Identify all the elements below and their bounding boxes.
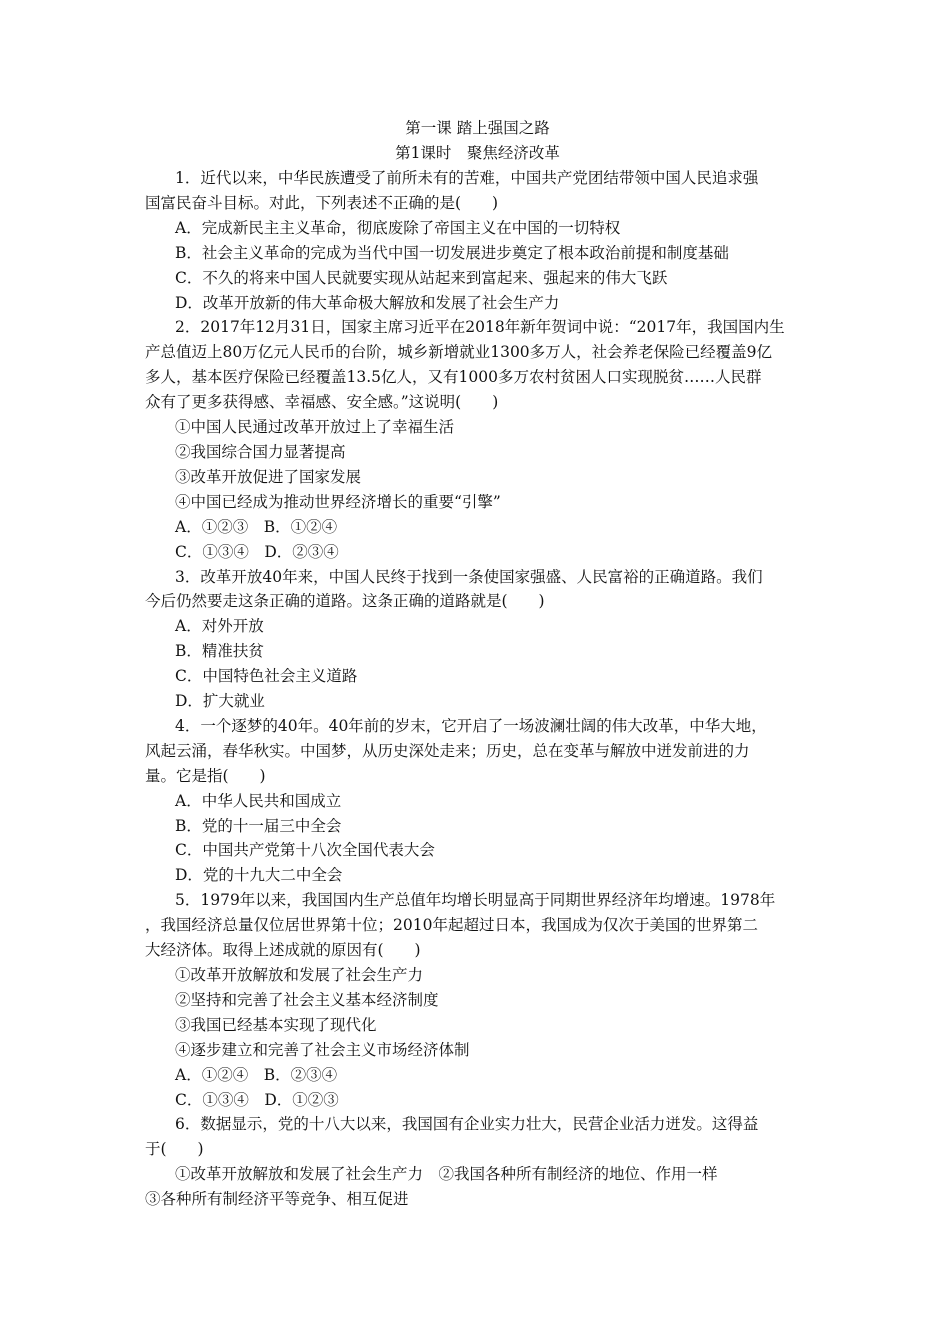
document-page [145, 116, 810, 1212]
section-title: 第1课时 聚焦经济改革 [395, 144, 560, 162]
text-line: ②坚持和完善了社会主义基本经济制度 [175, 990, 439, 1009]
text-line: B．党的十一届三中全会 [175, 816, 342, 835]
text-line: ③我国已经基本实现了现代化 [175, 1015, 377, 1034]
text-line: 1．近代以来，中华民族遭受了前所未有的苦难，中国共产党团结带领中国人民追求强 [175, 169, 759, 187]
text-line: 产总值迈上80万亿元人民币的台阶，城乡新增就业1300多万人，社会养老保险已经覆盖9亿 [145, 343, 773, 362]
lesson-title: 第一课 踏上强国之路 [405, 119, 550, 137]
text-line: 2．2017年12月31日，国家主席习近平在2018年新年贺词中说：“2017年，我国国内生 [175, 318, 785, 337]
text-line: 于( ) [145, 1140, 204, 1159]
text-line: 4．一个逐梦的40年。40年前的岁末，它开启了一场波澜壮阔的伟大改革，中华大地， [175, 716, 767, 735]
text-line: A．①②④ B．②③④ [175, 1065, 338, 1084]
text-line: 5．1979年以来，我国国内生产总值年均增长明显高于同期世界经济年均增速。1978年 [175, 891, 776, 910]
text-line: C．中国共产党第十八次全国代表大会 [175, 841, 435, 860]
text-line: 多人，基本医疗保险已经覆盖13.5亿人，又有1000多万农村贫困人口实现脱贫……人民群 [145, 368, 762, 387]
text-line: 众有了更多获得感、幸福感、安全感。”这说明( ) [145, 393, 499, 412]
text-line: A．①②③ B．①②④ [175, 517, 338, 536]
question-body [145, 166, 810, 1212]
text-line: ④逐步建立和完善了社会主义市场经济体制 [175, 1040, 470, 1059]
text-line: 大经济体。取得上述成就的原因有( ) [145, 941, 421, 960]
text-line: 3．改革开放40年来，中国人民终于找到一条使国家强盛、人民富裕的正确道路。我们 [175, 567, 763, 586]
text-line: 国富民奋斗目标。对此，下列表述不正确的是( ) [145, 193, 499, 212]
text-line: ③改革开放促进了国家发展 [175, 467, 362, 486]
text-line: B．精准扶贫 [175, 642, 264, 661]
text-line: A．中华人民共和国成立 [175, 791, 342, 810]
text-line: 今后仍然要走这条正确的道路。这条正确的道路就是( ) [145, 592, 545, 611]
text-line: ①中国人民通过改革开放过上了幸福生活 [175, 418, 455, 437]
text-line: ，我国经济总量仅位居世界第十位；2010年起超过日本，我国成为仅次于美国的世界第二 [145, 916, 758, 935]
text-line: ④中国已经成为推动世界经济增长的重要“引擎” [175, 492, 501, 511]
text-line: 6．数据显示，党的十八大以来，我国国有企业实力壮大，民营企业活力迸发。这得益 [175, 1115, 759, 1134]
text-line: 风起云涌，春华秋实。中国梦，从历史深处走来；历史，总在变革与解放中迸发前进的力 [145, 741, 750, 760]
text-line: D．改革开放新的伟大革命极大解放和发展了社会生产力 [175, 293, 560, 312]
text-line: D．扩大就业 [175, 692, 265, 711]
text-line: ①改革开放解放和发展了社会生产力 ②我国各种所有制经济的地位、作用一样 [175, 1165, 718, 1184]
text-line: B．社会主义革命的完成为当代中国一切发展进步奠定了根本政治前提和制度基础 [175, 243, 729, 262]
text-line: A．对外开放 [175, 617, 264, 636]
text-line: A．完成新民主主义革命，彻底废除了帝国主义在中国的一切特权 [175, 218, 621, 237]
text-line: C．中国特色社会主义道路 [175, 667, 358, 686]
text-line: ①改革开放解放和发展了社会生产力 [175, 966, 424, 984]
text-line: C．①③④ D．①②③ [175, 1090, 339, 1109]
text-line: 量。它是指( ) [145, 766, 266, 785]
text-line: ②我国综合国力显著提高 [175, 442, 346, 461]
text-line: ③各种所有制经济平等竞争、相互促进 [145, 1190, 409, 1209]
text-line: C．不久的将来中国人民就要实现从站起来到富起来、强起来的伟大飞跃 [175, 268, 668, 287]
text-line: C．①③④ D．②③④ [175, 542, 339, 561]
text-line: D．党的十九大二中全会 [175, 866, 343, 885]
